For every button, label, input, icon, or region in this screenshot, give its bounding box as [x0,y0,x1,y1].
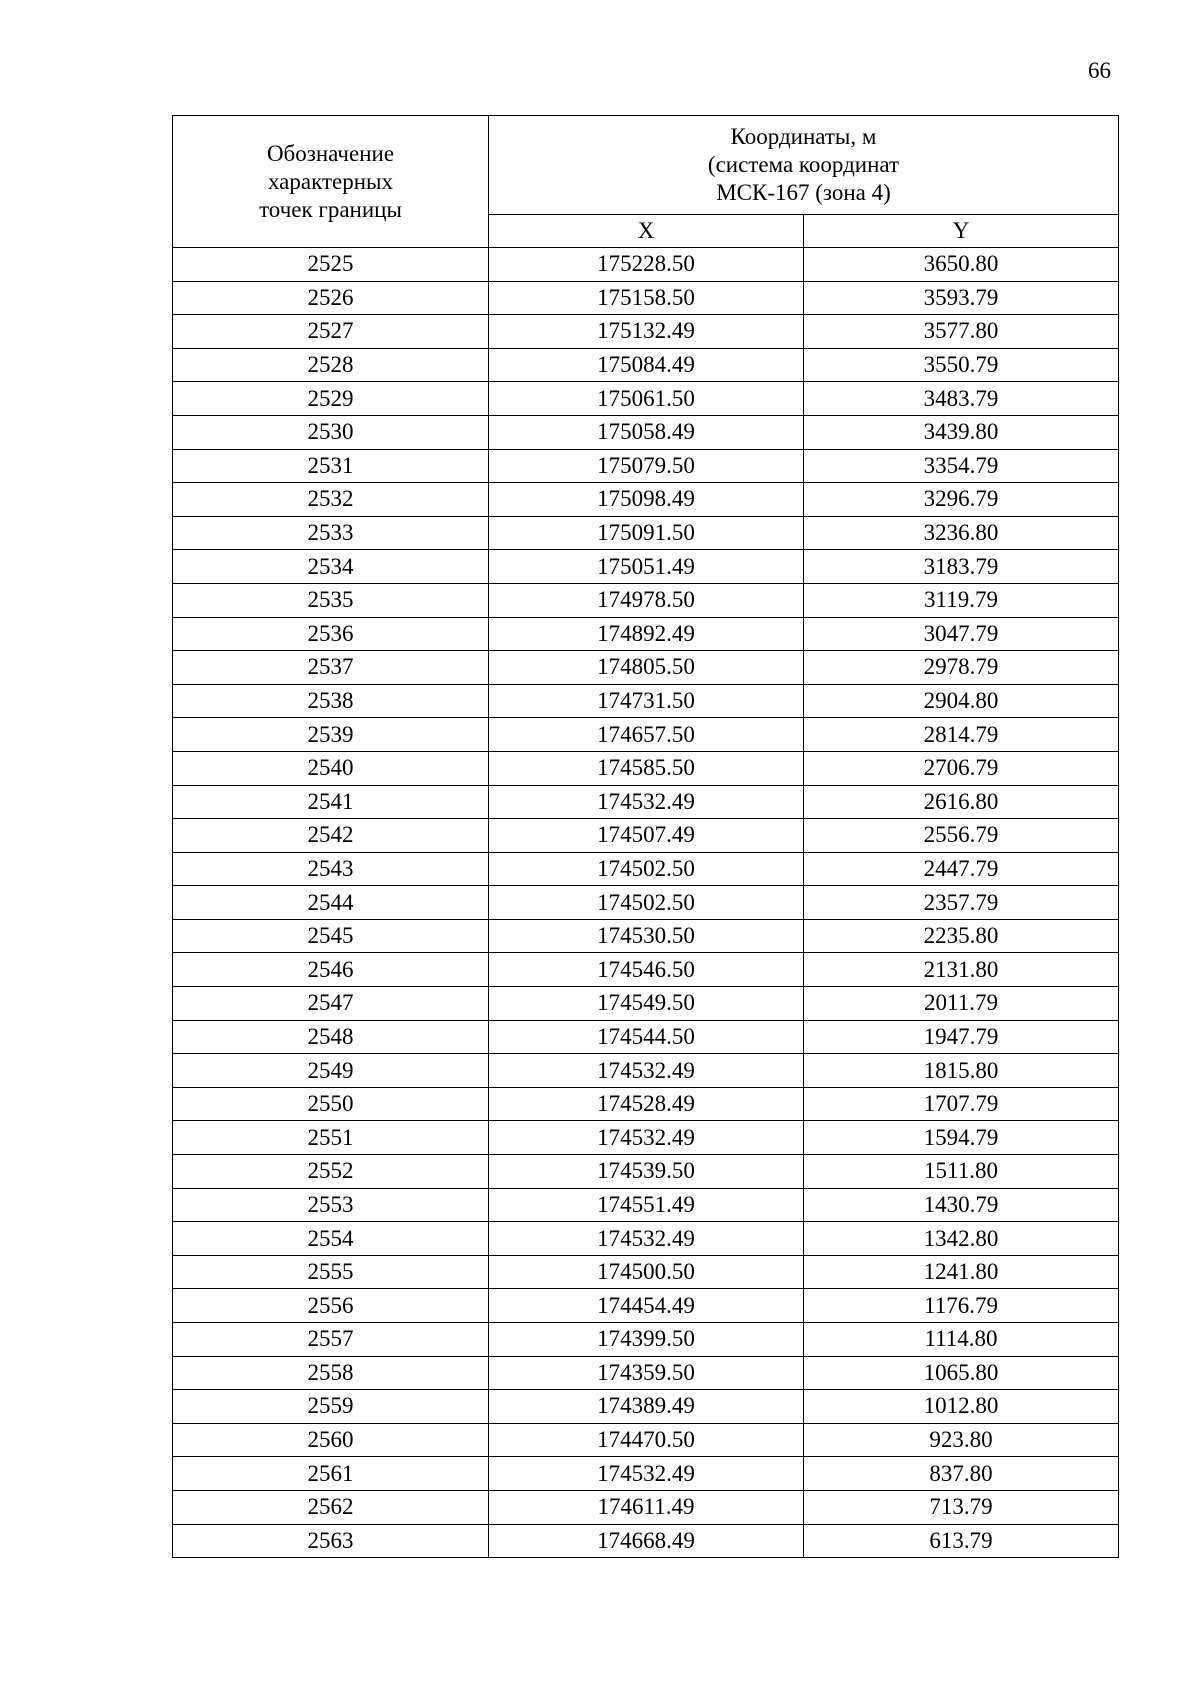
x-coordinate-cell: 174978.50 [489,583,804,617]
x-coordinate-cell: 174502.50 [489,886,804,920]
x-coordinate-cell: 175079.50 [489,449,804,483]
point-id-cell: 2557 [173,1323,489,1357]
y-coordinate-cell: 3577.80 [804,315,1119,349]
y-coordinate-cell: 2235.80 [804,919,1119,953]
point-id-cell: 2540 [173,751,489,785]
y-coordinate-cell: 1241.80 [804,1255,1119,1289]
x-coordinate-cell: 175058.49 [489,415,804,449]
table-row [173,1289,1119,1323]
point-id-cell: 2541 [173,785,489,819]
table-row [173,1188,1119,1222]
point-id-cell: 2560 [173,1423,489,1457]
point-id-cell: 2547 [173,987,489,1021]
y-coordinate-cell: 613.79 [804,1524,1119,1558]
y-coordinate-cell: 2904.80 [804,684,1119,718]
table-row [173,248,1119,282]
point-id-cell: 2555 [173,1255,489,1289]
x-coordinate-cell: 174805.50 [489,651,804,685]
header-point-label: Обозначение характерных точек границы [173,116,489,248]
table-row [173,1524,1119,1558]
point-id-cell: 2549 [173,1054,489,1088]
y-coordinate-cell: 2447.79 [804,852,1119,886]
x-coordinate-cell: 174530.50 [489,919,804,953]
y-coordinate-cell: 3354.79 [804,449,1119,483]
x-coordinate-cell: 174507.49 [489,819,804,853]
x-coordinate-cell: 175091.50 [489,516,804,550]
point-id-cell: 2558 [173,1356,489,1390]
table-row [173,449,1119,483]
table-row [173,1155,1119,1189]
table-row [173,718,1119,752]
x-coordinate-cell: 174502.50 [489,852,804,886]
table-row [173,348,1119,382]
table-row [173,819,1119,853]
point-id-cell: 2553 [173,1188,489,1222]
point-id-cell: 2554 [173,1222,489,1256]
table-body [173,248,1119,1558]
header-x-label: X [489,215,804,248]
y-coordinate-cell: 1342.80 [804,1222,1119,1256]
table-row [173,1490,1119,1524]
x-coordinate-cell: 174549.50 [489,987,804,1021]
point-id-cell: 2539 [173,718,489,752]
table-row [173,886,1119,920]
point-id-cell: 2542 [173,819,489,853]
point-id-cell: 2529 [173,382,489,416]
point-id-cell: 2561 [173,1457,489,1491]
point-id-cell: 2525 [173,248,489,282]
table-row [173,1255,1119,1289]
page-number: 66 [1088,58,1111,83]
y-coordinate-cell: 2616.80 [804,785,1119,819]
table-row [173,415,1119,449]
y-coordinate-cell: 3593.79 [804,281,1119,315]
x-coordinate-cell: 174389.49 [489,1390,804,1424]
point-id-cell: 2526 [173,281,489,315]
y-coordinate-cell: 3650.80 [804,248,1119,282]
x-coordinate-cell: 174668.49 [489,1524,804,1558]
y-coordinate-cell: 3183.79 [804,550,1119,584]
point-id-cell: 2532 [173,483,489,517]
table-row [173,651,1119,685]
x-coordinate-cell: 174532.49 [489,785,804,819]
point-id-cell: 2559 [173,1390,489,1424]
y-coordinate-cell: 923.80 [804,1423,1119,1457]
table-row [173,953,1119,987]
y-coordinate-cell: 3550.79 [804,348,1119,382]
table-row [173,1356,1119,1390]
x-coordinate-cell: 174399.50 [489,1323,804,1357]
x-coordinate-cell: 175158.50 [489,281,804,315]
table-row [173,617,1119,651]
table-row [173,583,1119,617]
y-coordinate-cell: 3439.80 [804,415,1119,449]
y-coordinate-cell: 1012.80 [804,1390,1119,1424]
x-coordinate-cell: 175061.50 [489,382,804,416]
table-row [173,516,1119,550]
x-coordinate-cell: 174532.49 [489,1457,804,1491]
y-coordinate-cell: 3296.79 [804,483,1119,517]
point-id-cell: 2534 [173,550,489,584]
table-row [173,785,1119,819]
y-coordinate-cell: 3483.79 [804,382,1119,416]
y-coordinate-cell: 3047.79 [804,617,1119,651]
y-coordinate-cell: 1815.80 [804,1054,1119,1088]
table-row [173,550,1119,584]
table-row [173,483,1119,517]
x-coordinate-cell: 174454.49 [489,1289,804,1323]
point-id-cell: 2546 [173,953,489,987]
y-coordinate-cell: 713.79 [804,1490,1119,1524]
point-id-cell: 2528 [173,348,489,382]
point-id-cell: 2545 [173,919,489,953]
x-coordinate-cell: 174611.49 [489,1490,804,1524]
y-coordinate-cell: 2978.79 [804,651,1119,685]
table-row [173,1457,1119,1491]
x-coordinate-cell: 174532.49 [489,1222,804,1256]
table-row [173,1020,1119,1054]
x-coordinate-cell: 174731.50 [489,684,804,718]
point-id-cell: 2538 [173,684,489,718]
y-coordinate-cell: 837.80 [804,1457,1119,1491]
point-id-cell: 2530 [173,415,489,449]
table-header [173,116,1119,248]
header-y-label: Y [804,215,1119,248]
coordinates-table [172,115,1119,1558]
point-id-cell: 2550 [173,1087,489,1121]
y-coordinate-cell: 1707.79 [804,1087,1119,1121]
y-coordinate-cell: 2814.79 [804,718,1119,752]
header-coords-label: Координаты, м (система координат МСК-167 (зона 4) [489,116,1119,215]
point-id-cell: 2544 [173,886,489,920]
x-coordinate-cell: 174551.49 [489,1188,804,1222]
y-coordinate-cell: 2357.79 [804,886,1119,920]
table-row [173,852,1119,886]
y-coordinate-cell: 2011.79 [804,987,1119,1021]
x-coordinate-cell: 174528.49 [489,1087,804,1121]
y-coordinate-cell: 1176.79 [804,1289,1119,1323]
table-row [173,919,1119,953]
x-coordinate-cell: 174359.50 [489,1356,804,1390]
point-id-cell: 2536 [173,617,489,651]
point-id-cell: 2562 [173,1490,489,1524]
table-row [173,1222,1119,1256]
y-coordinate-cell: 1511.80 [804,1155,1119,1189]
x-coordinate-cell: 174470.50 [489,1423,804,1457]
point-id-cell: 2548 [173,1020,489,1054]
point-id-cell: 2551 [173,1121,489,1155]
y-coordinate-cell: 1114.80 [804,1323,1119,1357]
table-row [173,1423,1119,1457]
point-id-cell: 2556 [173,1289,489,1323]
y-coordinate-cell: 3236.80 [804,516,1119,550]
x-coordinate-cell: 174544.50 [489,1020,804,1054]
x-coordinate-cell: 174657.50 [489,718,804,752]
table-row [173,315,1119,349]
y-coordinate-cell: 1430.79 [804,1188,1119,1222]
point-id-cell: 2533 [173,516,489,550]
point-id-cell: 2531 [173,449,489,483]
y-coordinate-cell: 2131.80 [804,953,1119,987]
table-row [173,1390,1119,1424]
x-coordinate-cell: 175228.50 [489,248,804,282]
table-row [173,382,1119,416]
x-coordinate-cell: 174546.50 [489,953,804,987]
x-coordinate-cell: 175084.49 [489,348,804,382]
x-coordinate-cell: 174500.50 [489,1255,804,1289]
y-coordinate-cell: 1065.80 [804,1356,1119,1390]
table-row [173,684,1119,718]
point-id-cell: 2537 [173,651,489,685]
table-row [173,751,1119,785]
table-row [173,1087,1119,1121]
x-coordinate-cell: 174892.49 [489,617,804,651]
y-coordinate-cell: 1947.79 [804,1020,1119,1054]
x-coordinate-cell: 174532.49 [489,1054,804,1088]
table-row [173,987,1119,1021]
x-coordinate-cell: 175132.49 [489,315,804,349]
y-coordinate-cell: 2706.79 [804,751,1119,785]
table-row [173,281,1119,315]
table-row [173,1323,1119,1357]
point-id-cell: 2543 [173,852,489,886]
table-row [173,1054,1119,1088]
x-coordinate-cell: 175098.49 [489,483,804,517]
point-id-cell: 2527 [173,315,489,349]
point-id-cell: 2535 [173,583,489,617]
y-coordinate-cell: 2556.79 [804,819,1119,853]
y-coordinate-cell: 1594.79 [804,1121,1119,1155]
x-coordinate-cell: 174539.50 [489,1155,804,1189]
point-id-cell: 2563 [173,1524,489,1558]
x-coordinate-cell: 174585.50 [489,751,804,785]
table-row [173,1121,1119,1155]
x-coordinate-cell: 175051.49 [489,550,804,584]
point-id-cell: 2552 [173,1155,489,1189]
x-coordinate-cell: 174532.49 [489,1121,804,1155]
y-coordinate-cell: 3119.79 [804,583,1119,617]
